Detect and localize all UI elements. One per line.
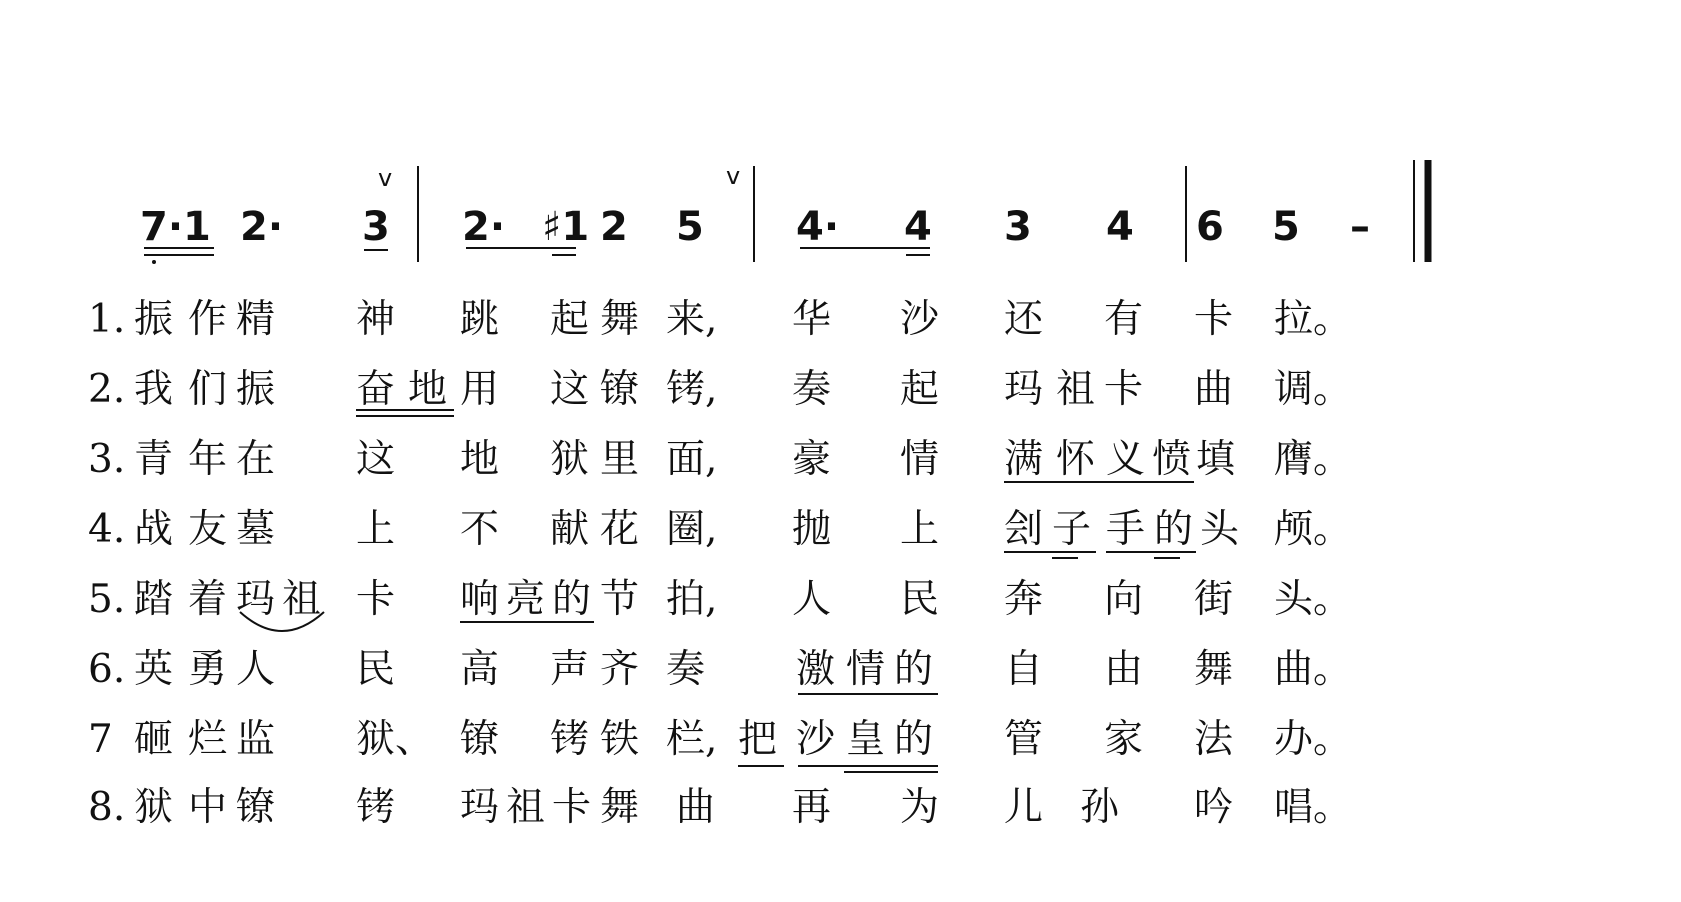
- lyric-char: 吟: [1194, 785, 1234, 830]
- lyric-char: 里: [600, 437, 640, 482]
- verse-line: [88, 367, 1352, 412]
- lyric-char: 民: [900, 577, 940, 622]
- lyric-char: 监: [236, 717, 276, 762]
- lyric-char: 卡: [356, 577, 396, 622]
- lyric-char: 在: [236, 437, 276, 482]
- lyric-char: 把: [738, 717, 778, 762]
- lyric-char: 家: [1104, 717, 1144, 762]
- lyric-char: 着: [188, 577, 228, 622]
- lyric-char: 抛: [792, 507, 832, 552]
- lyric-char: 人: [236, 647, 276, 692]
- lyric-char: 卡: [1104, 367, 1144, 412]
- lyric-char: 地: [460, 437, 500, 482]
- verse-number: 8.: [88, 785, 126, 830]
- lyric-char: 铐: [550, 717, 590, 762]
- breath-mark: v: [726, 162, 741, 190]
- lyric-char: 玛: [460, 785, 500, 830]
- note: 7·1: [140, 204, 211, 250]
- lyric-char: 还: [1004, 297, 1044, 342]
- lyric-char: 办。: [1274, 717, 1353, 762]
- verse-line: [88, 717, 1352, 762]
- verse-line: [88, 437, 1352, 482]
- lyric-char: 法: [1194, 717, 1234, 762]
- lyric-char: 高: [460, 647, 500, 692]
- lyric-char: 起: [900, 367, 940, 412]
- lyric-char: 铁: [600, 717, 640, 762]
- note: 4: [1106, 204, 1134, 250]
- lyric-char: 舞: [600, 785, 640, 830]
- verse-number: 4.: [88, 507, 126, 552]
- lyric-char: 舞: [1194, 647, 1234, 692]
- lyric-char: 勇: [188, 647, 228, 692]
- lyric-char: 献: [550, 507, 590, 552]
- lyric-char: 头。: [1274, 577, 1353, 622]
- note: –: [1350, 204, 1370, 250]
- lyric-char: 声: [550, 647, 590, 692]
- verse-number: 1.: [88, 297, 126, 342]
- lyric-char: 狱、: [356, 717, 435, 762]
- lyric-char: 有: [1104, 297, 1144, 342]
- lyric-char: 子: [1052, 507, 1092, 552]
- lyric-char: 祖: [506, 785, 546, 830]
- lyric-char: 响: [460, 577, 500, 622]
- lyric-char: 铐: [356, 785, 396, 830]
- lyric-char: 祖: [1056, 367, 1096, 412]
- note: ♯1: [542, 204, 590, 250]
- lyric-char: 狱: [134, 785, 174, 830]
- lyric-char: 沙: [796, 717, 836, 762]
- lyric-char: 青: [134, 437, 174, 482]
- lyric-char: 儿: [1004, 785, 1044, 830]
- lyric-char: 这: [550, 367, 590, 412]
- note: 5: [1272, 204, 1300, 250]
- lyric-char: 这: [356, 437, 396, 482]
- breath-marks: [378, 162, 740, 192]
- lyric-char: 玛: [236, 577, 276, 622]
- verse-line: [88, 507, 1352, 552]
- lyric-char: 刽: [1004, 507, 1044, 552]
- note: 5: [676, 204, 704, 250]
- verse-number: 2.: [88, 367, 126, 412]
- lyric-char: 精: [236, 297, 276, 342]
- lyric-char: 玛: [1004, 367, 1044, 412]
- note: 4: [904, 204, 932, 250]
- lyric-char: 为: [900, 785, 940, 830]
- verse-number: 5.: [88, 577, 126, 622]
- lyric-char: 亮: [506, 577, 546, 622]
- verse-number: 3.: [88, 437, 126, 482]
- lyric-char: 愤: [1152, 437, 1192, 482]
- lyric-char: 孙: [1080, 785, 1120, 830]
- lyric-char: 唱。: [1274, 785, 1353, 830]
- lyric-char: 义: [1106, 437, 1146, 482]
- lyric-char: 奏: [666, 647, 706, 692]
- lyric-char: 拉。: [1274, 297, 1353, 342]
- lyric-char: 上: [900, 507, 940, 552]
- lyric-char: 由: [1104, 647, 1144, 692]
- lyric-char: 栏,: [666, 717, 718, 762]
- low-octave-dot: [152, 260, 156, 264]
- verse-number: 6.: [88, 647, 126, 692]
- verse-line: [88, 297, 1352, 342]
- lyric-char: 人: [792, 577, 832, 622]
- note: 6: [1196, 204, 1224, 250]
- lyric-char: 踏: [134, 577, 174, 622]
- note: 3: [1004, 204, 1032, 250]
- lyric-char: 满: [1004, 437, 1044, 482]
- lyric-char: 的: [894, 717, 934, 762]
- lyric-char: 奏: [792, 367, 832, 412]
- note: 3: [362, 204, 390, 250]
- lyric-char: 卡: [1194, 297, 1234, 342]
- lyric-char: 再: [792, 785, 832, 830]
- lyric-char: 情: [900, 437, 940, 482]
- lyric-char: 曲: [1194, 367, 1234, 412]
- lyric-char: 花: [600, 507, 640, 552]
- lyric-char: 奋: [356, 367, 396, 412]
- lyric-char: 填: [1196, 437, 1236, 482]
- lyric-char: 我: [134, 367, 174, 412]
- lyric-char: 膺。: [1274, 437, 1353, 482]
- lyric-char: 拍,: [666, 577, 718, 622]
- lyric-char: 怀: [1056, 437, 1096, 482]
- lyric-char: 祖: [282, 577, 322, 622]
- lyric-char: 向: [1104, 577, 1144, 622]
- lyric-char: 头: [1200, 507, 1240, 552]
- lyric-char: 管: [1004, 717, 1044, 762]
- lyric-char: 舞: [600, 297, 640, 342]
- lyric-char: 来,: [666, 297, 718, 342]
- note: 2·: [462, 204, 506, 250]
- lyric-char: 的: [552, 577, 592, 622]
- note: 2: [600, 204, 628, 250]
- lyric-char: 街: [1194, 577, 1234, 622]
- lyric-char: 用: [460, 367, 500, 412]
- lyric-char: 镣: [236, 785, 276, 830]
- lyric-char: 不: [460, 507, 500, 552]
- lyric-char: 的: [894, 647, 934, 692]
- note: 2·: [240, 204, 284, 250]
- lyric-char: 战: [134, 507, 174, 552]
- breath-mark: v: [378, 164, 393, 192]
- lyric-char: 镣: [600, 367, 640, 412]
- lyric-char: 卡: [552, 785, 592, 830]
- verse-line: [88, 647, 1352, 692]
- lyric-char: 手: [1106, 507, 1146, 552]
- lyric-char: 振: [236, 367, 276, 412]
- lyric-char: 地: [408, 367, 448, 412]
- lyric-char: 狱: [550, 437, 590, 482]
- note: 4·: [796, 204, 840, 250]
- lyric-char: 节: [600, 577, 640, 622]
- lyric-char: 烂: [188, 717, 228, 762]
- lyric-char: 激: [796, 647, 836, 692]
- lyric-char: 豪: [792, 437, 832, 482]
- lyric-char: 颅。: [1274, 507, 1353, 552]
- lyric-char: 砸: [134, 717, 174, 762]
- verse-line: [88, 785, 1352, 830]
- lyric-char: 友: [188, 507, 228, 552]
- lyric-char: 面,: [666, 437, 718, 482]
- lyric-char: 皇: [846, 717, 886, 762]
- lyric-char: 自: [1004, 647, 1044, 692]
- lyrics: [88, 297, 1352, 830]
- lyric-char: 沙: [900, 297, 940, 342]
- lyric-char: 起: [550, 297, 590, 342]
- lyric-char: 民: [356, 647, 396, 692]
- lyric-char: 年: [188, 437, 228, 482]
- verse-line: [88, 577, 1352, 622]
- lyric-char: 们: [188, 367, 228, 412]
- lyric-char: 铐,: [666, 367, 718, 412]
- lyric-char: 中: [188, 785, 228, 830]
- lyric-char: 曲: [676, 785, 716, 830]
- lyric-char: 墓: [236, 507, 276, 552]
- lyric-char: 华: [792, 297, 832, 342]
- lyric-char: 上: [356, 507, 396, 552]
- lyric-char: 神: [356, 297, 396, 342]
- lyric-char: 情: [846, 647, 886, 692]
- lyric-char: 作: [188, 297, 228, 342]
- lyric-char: 圈,: [666, 507, 718, 552]
- lyric-char: 曲。: [1274, 647, 1353, 692]
- lyric-char: 英: [134, 647, 174, 692]
- lyric-char: 的: [1154, 507, 1194, 552]
- lyric-char: 奔: [1004, 577, 1044, 622]
- lyric-char: 镣: [460, 717, 500, 762]
- lyric-char: 振: [134, 297, 174, 342]
- lyric-char: 调。: [1274, 367, 1353, 412]
- verse-number: 7: [88, 717, 113, 762]
- lyric-char: 跳: [460, 297, 500, 342]
- lyric-char: 齐: [600, 647, 640, 692]
